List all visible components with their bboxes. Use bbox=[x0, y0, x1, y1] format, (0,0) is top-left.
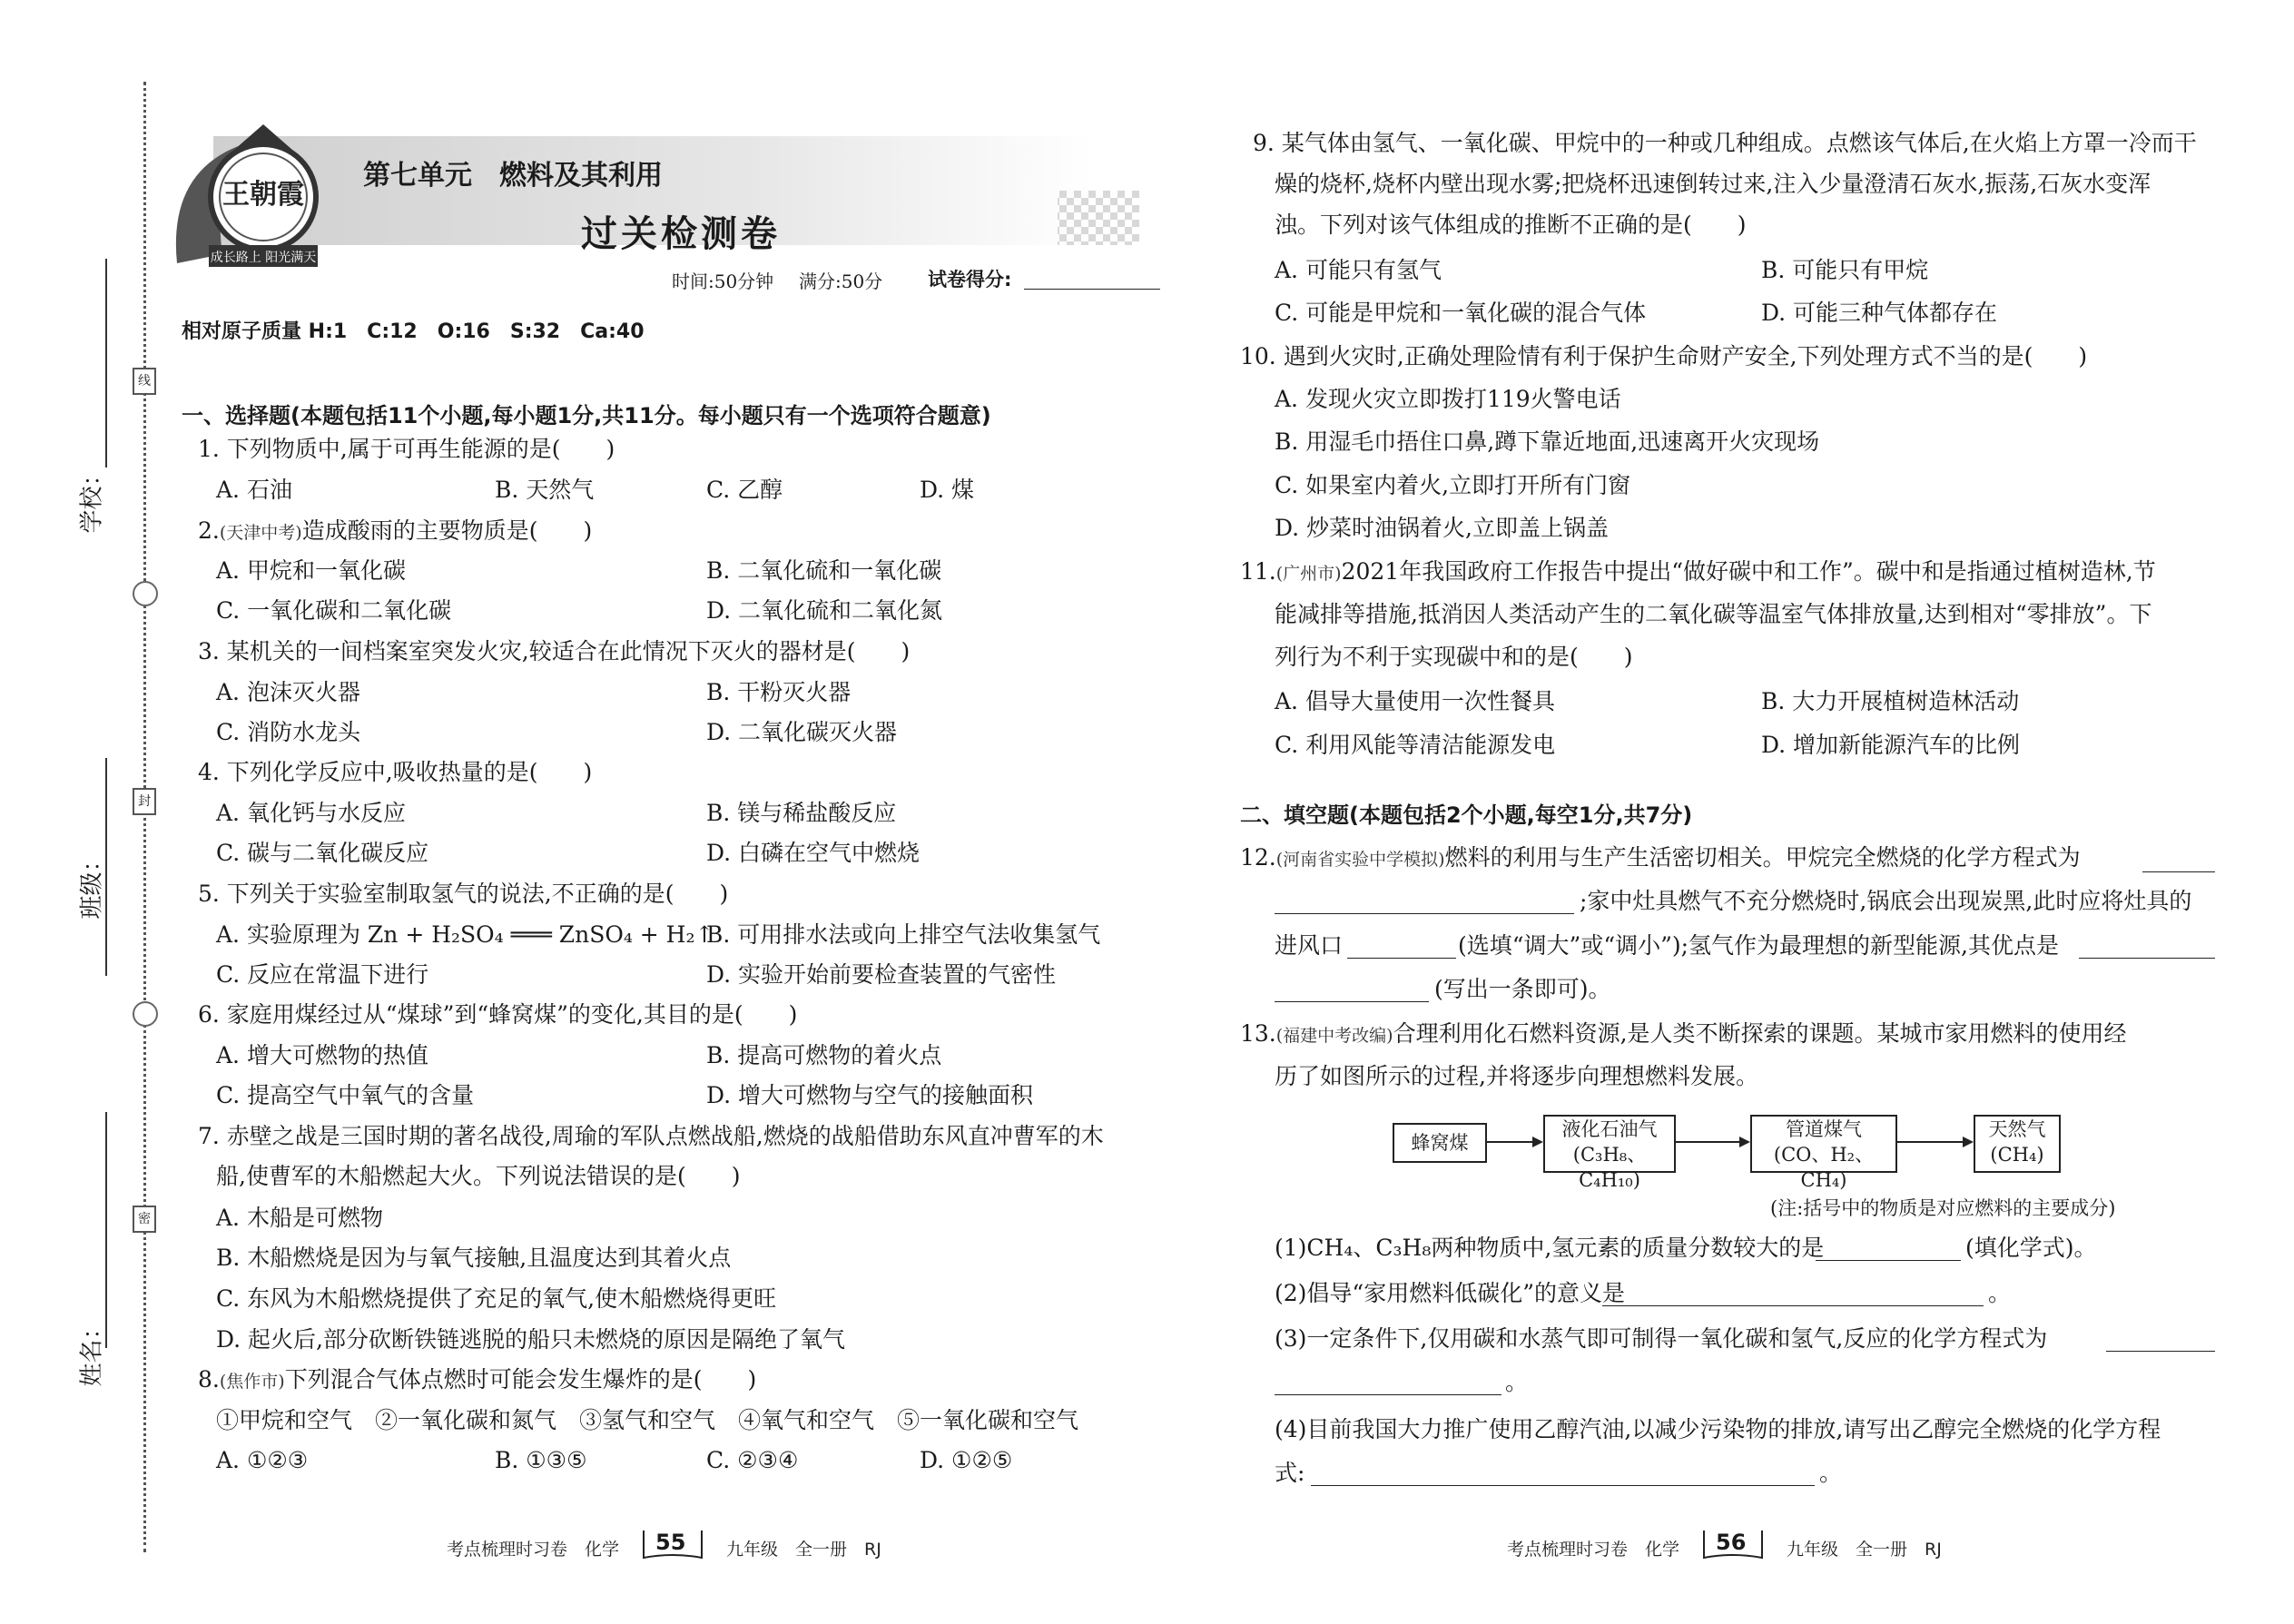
flow-pipeline-gas: 管道煤气 (CO、H₂、CH₄) bbox=[1750, 1115, 1897, 1173]
page-number-left: 55 bbox=[655, 1530, 686, 1555]
name-line bbox=[105, 1112, 107, 1348]
q10-option-c[interactable]: C. 如果室内着火,立即打开所有门窗 bbox=[1275, 472, 1631, 498]
flow-lpg: 液化石油气 (C₃H₈、C₄H₁₀) bbox=[1543, 1115, 1676, 1173]
q3-option-d[interactable]: D. 二氧化碳灭火器 bbox=[706, 719, 898, 745]
score-field[interactable] bbox=[1024, 269, 1160, 290]
q3-option-b[interactable]: B. 干粉灭火器 bbox=[706, 679, 852, 705]
q7-option-a[interactable]: A. 木船是可燃物 bbox=[216, 1205, 383, 1231]
q2-option-c[interactable]: C. 一氧化碳和二氧化碳 bbox=[216, 597, 452, 624]
page-bracket-icon bbox=[1700, 1527, 1766, 1563]
footer-right-grade: 九年级 全一册 RJ bbox=[1787, 1540, 1942, 1560]
q1-option-c[interactable]: C. 乙醇 bbox=[706, 477, 783, 503]
page-title: 过关检测卷 bbox=[581, 213, 781, 255]
q4-option-b[interactable]: B. 镁与稀盐酸反应 bbox=[706, 800, 897, 826]
seal-mark-line: 线 bbox=[133, 368, 156, 395]
binding-hole-icon bbox=[133, 1001, 158, 1027]
q10-option-d[interactable]: D. 炒菜时油锅着火,立即盖上锅盖 bbox=[1275, 515, 1609, 541]
q9-stem-line2: 燥的烧杯,烧杯内壁出现水雾;把烧杯迅速倒转过来,注入少量澄清石灰水,振荡,石灰水变浑 bbox=[1275, 171, 2151, 197]
q7-option-c[interactable]: C. 东风为木船燃烧提供了充足的氧气,使木船燃烧得更旺 bbox=[216, 1285, 777, 1312]
section-choice-heading: 一、选择题(本题包括11个小题,每小题1分,共11分。每小题只有一个选项符合题意) bbox=[182, 403, 991, 428]
binding-hole-icon bbox=[133, 581, 158, 606]
school-label: 学校： bbox=[78, 462, 106, 534]
q7-stem-line2: 船,使曹军的木船燃起大火。下列说法错误的是( ) bbox=[216, 1163, 741, 1189]
q4-option-c[interactable]: C. 碳与二氧化碳反应 bbox=[216, 840, 429, 866]
q8-stem: 8.(焦作市)下列混合气体点燃时可能会发生爆炸的是( ) bbox=[198, 1366, 757, 1393]
flow-arrow-icon bbox=[1674, 1141, 1748, 1143]
atomic-mass: 相对原子质量 H:1 C:12 O:16 S:32 Ca:40 bbox=[182, 320, 645, 343]
q2-option-b[interactable]: B. 二氧化硫和一氧化碳 bbox=[706, 557, 942, 584]
q13-blank-1[interactable] bbox=[1816, 1238, 1961, 1261]
q13-part4-prefix: 式: bbox=[1275, 1460, 1305, 1486]
q2-option-a[interactable]: A. 甲烷和一氧化碳 bbox=[216, 557, 406, 584]
q11-option-b[interactable]: B. 大力开展植树造林活动 bbox=[1761, 688, 2020, 714]
q13-part3-text: (3)一定条件下,仅用碳和水蒸气即可制得一氧化碳和氢气,反应的化学方程式为 bbox=[1275, 1325, 2048, 1352]
q13-blank-3a[interactable] bbox=[2106, 1329, 2215, 1352]
page-bracket-icon bbox=[640, 1527, 705, 1563]
q8-source: (焦作市) bbox=[219, 1372, 285, 1392]
q8-items: ①甲烷和空气 ②一氧化碳和氮气 ③氢气和空气 ④氧气和空气 ⑤一氧化碳和空气 bbox=[216, 1407, 1079, 1433]
q13-line1: 13.(福建中考改编)合理利用化石燃料资源,是人类不断探索的课题。某城市家用燃料的使用经 bbox=[1240, 1020, 2127, 1047]
q12-blank-1b[interactable] bbox=[1275, 891, 1574, 914]
flow-lpg-formula: (C₃H₈、C₄H₁₀) bbox=[1572, 1144, 1647, 1191]
q13-part2-end: 。 bbox=[1988, 1280, 2012, 1306]
flow-note: (注:括号中的物质是对应燃料的主要成分) bbox=[1770, 1197, 2116, 1219]
q6-option-a[interactable]: A. 增大可燃物的热值 bbox=[216, 1042, 428, 1068]
q5-option-c[interactable]: C. 反应在常温下进行 bbox=[216, 961, 429, 988]
flow-pipeline-gas-formula: (CO、H₂、CH₄) bbox=[1773, 1144, 1875, 1191]
seal-mark-secret: 密 bbox=[133, 1206, 156, 1233]
q9-stem-line1: 9. 某气体由氢气、一氧化碳、甲烷中的一种或几种组成。点燃该气体后,在火焰上方罩一冷而干 bbox=[1253, 130, 2197, 156]
svg-text:成长路上 阳光满天: 成长路上 阳光满天 bbox=[210, 251, 317, 265]
q1-option-b[interactable]: B. 天然气 bbox=[495, 477, 595, 503]
q12-blank-3a[interactable] bbox=[2079, 936, 2215, 959]
q7-option-d[interactable]: D. 起火后,部分砍断铁链逃脱的船只未燃烧的原因是隔绝了氧气 bbox=[216, 1326, 845, 1353]
q9-option-c[interactable]: C. 可能是甲烷和一氧化碳的混合气体 bbox=[1275, 300, 1647, 326]
page-number-right: 56 bbox=[1716, 1530, 1747, 1555]
q13-part1-end: (填化学式)。 bbox=[1965, 1235, 2097, 1261]
flow-honeycomb-coal: 蜂窝煤 bbox=[1393, 1123, 1487, 1163]
flow-arrow-icon bbox=[1895, 1141, 1972, 1143]
q8-option-b[interactable]: B. ①③⑤ bbox=[495, 1447, 587, 1473]
q6-option-b[interactable]: B. 提高可燃物的着火点 bbox=[706, 1042, 942, 1068]
q12-blank-3b[interactable] bbox=[1275, 979, 1429, 1002]
brand-logo bbox=[177, 120, 350, 274]
flow-natural-gas-formula: (CH₄) bbox=[1990, 1144, 2044, 1166]
q11-option-d[interactable]: D. 增加新能源汽车的比例 bbox=[1761, 732, 2021, 758]
q4-option-d[interactable]: D. 白磷在空气中燃烧 bbox=[706, 840, 921, 866]
q5-option-d[interactable]: D. 实验开始前要检查装置的气密性 bbox=[706, 961, 1057, 988]
q9-option-b[interactable]: B. 可能只有甲烷 bbox=[1761, 257, 1929, 283]
q8-option-d[interactable]: D. ①②⑤ bbox=[920, 1447, 1013, 1473]
q2-source: (天津中考) bbox=[219, 523, 302, 543]
school-line bbox=[105, 259, 107, 468]
q13-line2: 历了如图所示的过程,并将逐步向理想燃料发展。 bbox=[1275, 1063, 1758, 1089]
flow-natural-gas: 天然气 (CH₄) bbox=[1974, 1115, 2061, 1173]
footer-right-title: 考点梳理时习卷 化学 bbox=[1507, 1540, 1680, 1560]
q10-stem: 10. 遇到火灾时,正确处理险情有利于保护生命财产安全,下列处理方式不当的是( ) bbox=[1240, 343, 2088, 369]
section-fill-heading: 二、填空题(本题包括2个小题,每空1分,共7分) bbox=[1240, 802, 1693, 828]
q5-option-a[interactable]: A. 实验原理为 Zn + H₂SO₄ ═══ ZnSO₄ + H₂↑ bbox=[216, 921, 714, 948]
q12-blank-2[interactable] bbox=[1347, 936, 1456, 959]
q4-option-a[interactable]: A. 氧化钙与水反应 bbox=[216, 800, 406, 826]
q6-option-d[interactable]: D. 增大可燃物与空气的接触面积 bbox=[706, 1082, 1034, 1108]
q11-stem-line1: 11.(广州市)2021年我国政府工作报告中提出“做好碳中和工作”。碳中和是指通过植树造林,节 bbox=[1240, 558, 2156, 585]
q5-option-b[interactable]: B. 可用排水法或向上排空气法收集氢气 bbox=[706, 921, 1101, 948]
footer-left-grade: 九年级 全一册 RJ bbox=[726, 1540, 881, 1560]
q9-stem-line3: 浊。下列对该气体组成的推断不正确的是( ) bbox=[1275, 212, 1747, 238]
time-limit: 时间:50分钟 bbox=[672, 271, 774, 292]
q2-option-d[interactable]: D. 二氧化硫和二氧化氮 bbox=[706, 597, 943, 624]
q12-line1: 12.(河南省实验中学模拟)燃料的利用与生产生活密切相关。甲烷完全燃烧的化学方程式为 bbox=[1240, 844, 2081, 871]
q2-stem: 2.(天津中考)造成酸雨的主要物质是( ) bbox=[198, 517, 593, 544]
q11-stem-line3: 列行为不利于实现碳中和的是( ) bbox=[1275, 644, 1633, 670]
q11-stem-line2: 能减排等措施,抵消因人类活动产生的二氧化碳等温室气体排放量,达到相对“零排放”。下 bbox=[1275, 601, 2152, 627]
q6-option-c[interactable]: C. 提高空气中氧气的含量 bbox=[216, 1082, 475, 1108]
q3-stem: 3. 某机关的一间档案室突发火灾,较适合在此情况下灭火的器材是( ) bbox=[198, 638, 911, 664]
binding-dotted-line bbox=[143, 82, 146, 1552]
seal-mark-seal: 封 bbox=[133, 788, 156, 815]
q12-line3b: (选填“调大”或“调小”);氢气作为最理想的新型能源,其优点是 bbox=[1458, 932, 2060, 959]
q13-source: (福建中考改编) bbox=[1275, 1026, 1393, 1046]
q10-option-a[interactable]: A. 发现火灾立即拨打119火警电话 bbox=[1275, 386, 1621, 412]
unit-title: 第七单元 燃料及其利用 bbox=[363, 160, 663, 192]
score-label: 试卷得分: bbox=[928, 269, 1012, 290]
full-score: 满分:50分 bbox=[799, 271, 883, 292]
q13-part4-text: (4)目前我国大力推广使用乙醇汽油,以减少污染物的排放,请写出乙醇完全燃烧的化学方程 bbox=[1275, 1416, 2161, 1442]
q1-stem: 1. 下列物质中,属于可再生能源的是( ) bbox=[198, 436, 615, 462]
q13-part3-end: 。 bbox=[1505, 1369, 1529, 1395]
q8-option-c[interactable]: C. ②③④ bbox=[706, 1447, 799, 1473]
q7-option-b[interactable]: B. 木船燃烧是因为与氧气接触,且温度达到其着火点 bbox=[216, 1245, 732, 1271]
q12-source: (河南省实验中学模拟) bbox=[1275, 850, 1445, 870]
q1-option-d[interactable]: D. 煤 bbox=[920, 477, 975, 503]
q6-stem: 6. 家庭用煤经过从“煤球”到“蜂窝煤”的变化,其目的是( ) bbox=[198, 1001, 798, 1028]
q5-stem: 5. 下列关于实验室制取氢气的说法,不正确的是( ) bbox=[198, 881, 729, 907]
name-label: 姓名： bbox=[78, 1315, 106, 1387]
q13-blank-4[interactable] bbox=[1311, 1463, 1815, 1486]
q13-part1-text: (1)CH₄、C₃H₈两种物质中,氢元素的质量分数较大的是 bbox=[1275, 1235, 1825, 1261]
q7-stem-line1: 7. 赤壁之战是三国时期的著名战役,周瑜的军队点燃战船,燃烧的战船借助东风直冲曹军的木 bbox=[198, 1123, 1104, 1149]
q3-option-a[interactable]: A. 泡沫灭火器 bbox=[216, 679, 360, 705]
q13-part2-text: (2)倡导“家用燃料低碳化”的意义是 bbox=[1275, 1280, 1625, 1306]
q13-blank-3b[interactable] bbox=[1275, 1373, 1501, 1395]
flow-arrow-icon bbox=[1485, 1141, 1541, 1143]
q3-option-c[interactable]: C. 消防水龙头 bbox=[216, 719, 361, 745]
footer-left-title: 考点梳理时习卷 化学 bbox=[447, 1540, 620, 1560]
q13-blank-2[interactable] bbox=[1602, 1284, 1984, 1306]
q1-option-a[interactable]: A. 石油 bbox=[216, 477, 292, 503]
q11-source: (广州市) bbox=[1275, 564, 1342, 584]
q12-line2: ;家中灶具燃气不充分燃烧时,锅底会出现炭黑,此时应将灶具的 bbox=[1580, 888, 2192, 914]
q10-option-b[interactable]: B. 用湿毛巾捂住口鼻,蹲下靠近地面,迅速离开火灾现场 bbox=[1275, 428, 1820, 455]
q11-option-c[interactable]: C. 利用风能等清洁能源发电 bbox=[1275, 732, 1556, 758]
q8-option-a[interactable]: A. ①②③ bbox=[216, 1447, 309, 1473]
q13-part4-end: 。 bbox=[1819, 1460, 1843, 1486]
svg-text:王朝霞: 王朝霞 bbox=[222, 179, 304, 211]
class-label: 班级： bbox=[78, 848, 106, 920]
q12-line4: (写出一条即可)。 bbox=[1434, 976, 1611, 1002]
q9-option-a[interactable]: A. 可能只有氢气 bbox=[1275, 257, 1442, 283]
q12-line3a: 进风口 bbox=[1275, 932, 1344, 959]
q11-option-a[interactable]: A. 倡导大量使用一次性餐具 bbox=[1275, 688, 1555, 714]
q4-stem: 4. 下列化学反应中,吸收热量的是( ) bbox=[198, 759, 593, 785]
q9-option-d[interactable]: D. 可能三种气体都存在 bbox=[1761, 300, 1998, 326]
q12-blank-1a[interactable] bbox=[2142, 850, 2215, 872]
